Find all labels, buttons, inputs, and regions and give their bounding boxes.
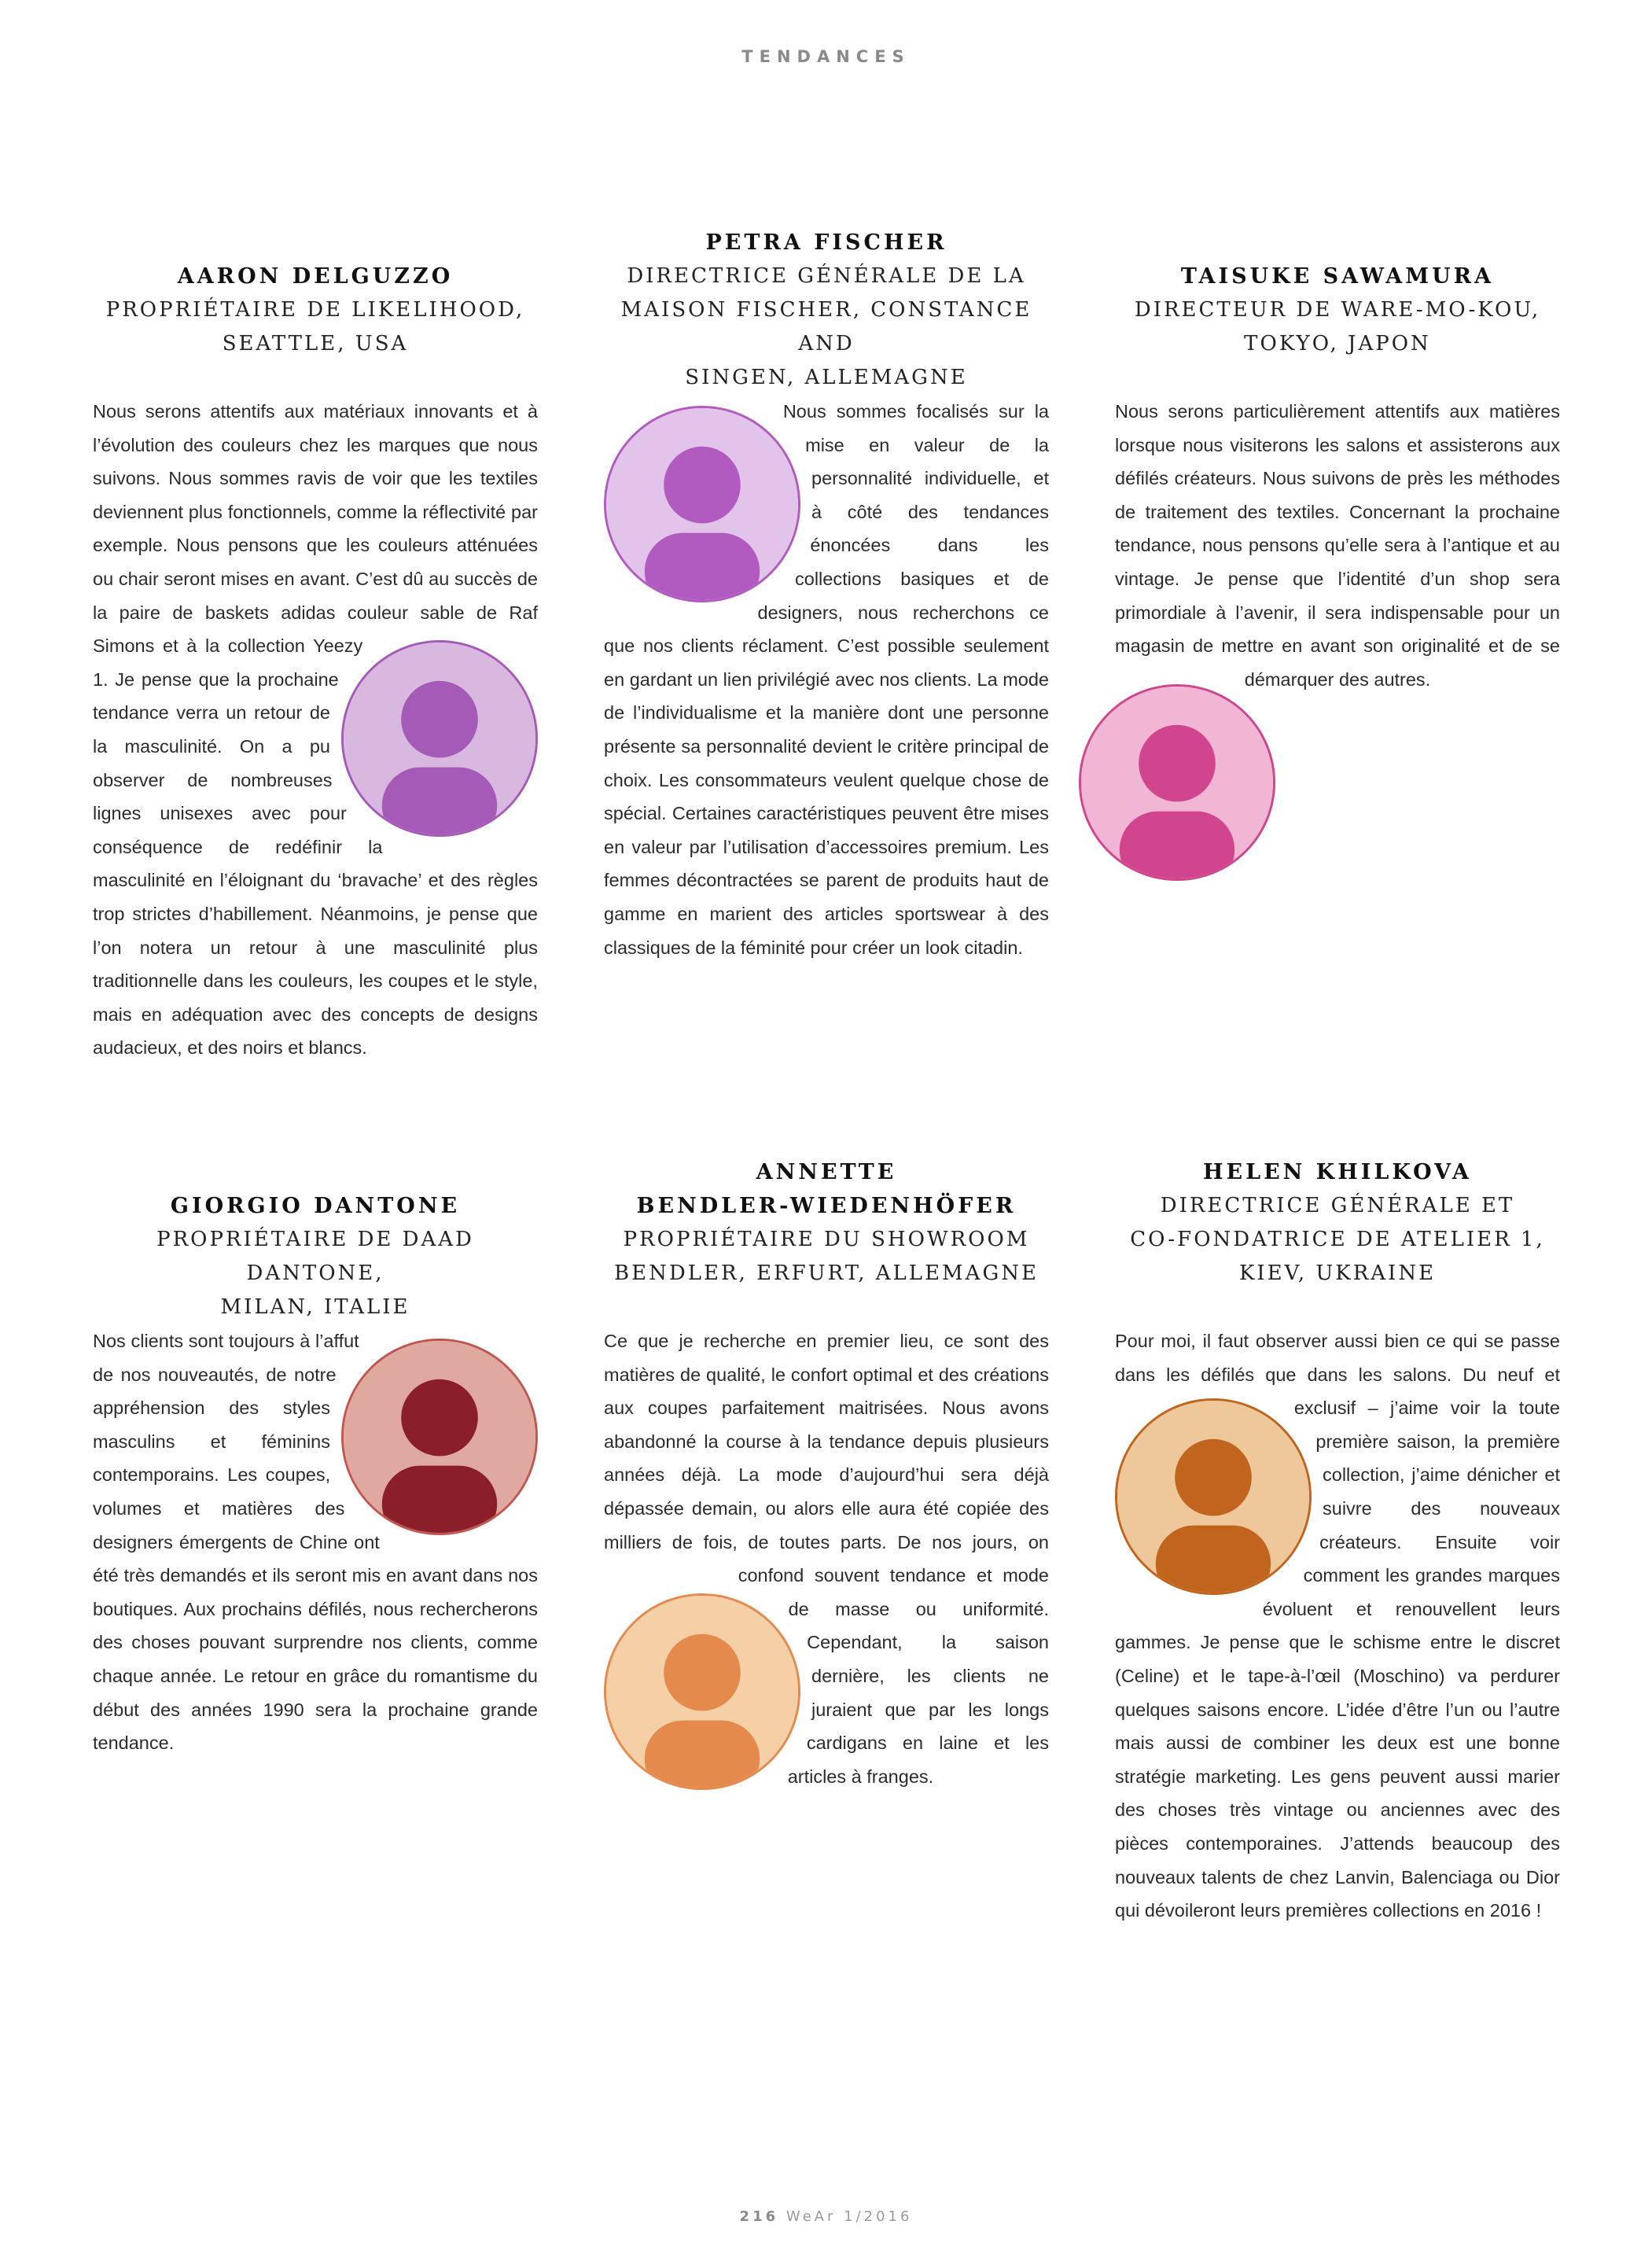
person-silhouette-icon bbox=[344, 1341, 535, 1533]
profile-taisuke-sawamura bbox=[1115, 260, 1560, 690]
portrait-photo bbox=[1115, 1398, 1312, 1595]
interview-text bbox=[604, 395, 1049, 964]
person-role: DIRECTEUR DE WARE-MO-KOU, TOKYO, JAPON bbox=[1134, 298, 1541, 355]
person-role: PROPRIÉTAIRE DU SHOWROOM BENDLER, ERFURT, ALLEMAGNE bbox=[614, 1228, 1039, 1285]
magazine-issue: WeAr 1/2016 bbox=[786, 2208, 913, 2225]
person-role: DIRECTRICE GÉNÉRALE DE LA MAISON FISCHER, CONSTANCE AND SINGEN, ALLEMAGNE bbox=[620, 264, 1032, 389]
interview-paragraph: Nous sommes focalisés sur la mise en valeur de la personnalité individuelle, et à côté des tendances énoncées dans les collections basiques et de designers, nous recherchons ce que nos clients réclament. C’est possible seulement en gardant un lien privilégié avec nos clients. La mode de l’individualisme et la manière dont une personne présente sa personnalité devient le critère principal de choix. Les consommateurs veulent quelque chose de spécial. Certaines caractéristiques peuvent être mises en valeur par l’utilisation d’accessoires premium. Les femmes décontractées se parent de produits haut de gamme en marient des articles sportswear à des classiques de la féminité pour créer un look citadin. bbox=[604, 401, 1049, 958]
profile-petra-fischer bbox=[604, 226, 1049, 958]
interview-text bbox=[93, 395, 538, 1065]
person-name: TAISUKE SAWAMURA bbox=[1180, 264, 1495, 289]
portrait-photo bbox=[604, 1593, 800, 1790]
interview-text bbox=[93, 1324, 538, 1760]
interview-text bbox=[1115, 395, 1560, 696]
interview-paragraph: Ce que je recherche en premier lieu, ce sont des matières de qualité, le confort optimal et des créations aux coupes parfaitement maitrisées. Nous avons abandonné la course à la tendance depuis plusieurs années déjà. La mode d’aujourd’hui sera déjà dépassée demain, ou alors elle aura été copiée des milliers de fois, de toutes parts. De nos jours, on confond souvent tendance et mode de masse ou uniformité. Cependant, la saison dernière, les clients ne juraient que par les longs cardigans en laine et les articles à franges. bbox=[604, 1331, 1049, 1787]
person-role: PROPRIÉTAIRE DE LIKELIHOOD, SEATTLE, USA bbox=[105, 298, 525, 355]
interview-paragraph: Nous serons attentifs aux matériaux innovants et à l’évolution des couleurs chez les marques que nous suivons. Nous sommes ravis de voir que les textiles deviennent plus fonctionnels, comme la réflectivité par exemple. Nous pensons que les couleurs atténuées ou chair seront mises en avant. C’est dû au succès de la paire de baskets adidas couleur sable de Raf Simons et à la collection Yeezy 1. Je pense que la prochaine tendance verra un retour de la masculinité. On a pu observer de nombreuses lignes unisexes avec pour conséquence de redéfinir la masculinité en l’éloignant du ‘bravache’ et des règles trop strictes d’habillement. Néanmoins, je pense que l’on notera un retour à une masculinité plus traditionnelle dans les couleurs, les coupes et le style, mais en adéquation avec des concepts de designs audacieux, et des noirs et blancs. bbox=[93, 401, 538, 1059]
interview-paragraph: Nous serons particulièrement attentifs aux matières lorsque nous visiterons les salons et assisterons aux défilés créateurs. Nous suivons de près les méthodes de traitement des textiles. Concernant la prochaine tendance, nous pensons qu’elle sera à l’antique et au vintage. Je pense que l’identité d’un shop sera primordiale à l’avenir, il sera indispensable pour un magasin de mettre en avant son originalité et de se démarquer des autres. bbox=[1115, 401, 1560, 690]
interview-text bbox=[604, 1324, 1049, 1798]
profile-giorgio-dantone bbox=[93, 1189, 538, 1754]
portrait-photo bbox=[341, 1339, 538, 1535]
page-footer bbox=[0, 2208, 1652, 2225]
profile-aaron-delguzzo bbox=[93, 260, 538, 1059]
person-role: PROPRIÉTAIRE DE DAAD DANTONE, MILAN, ITALIE bbox=[156, 1228, 474, 1319]
person-role: DIRECTRICE GÉNÉRALE ET CO-FONDATRICE DE ATELIER 1, KIEV, UKRAINE bbox=[1130, 1194, 1545, 1285]
person-name: ANNETTE BENDLER-WIEDENHÖFER bbox=[636, 1160, 1017, 1218]
profile-helen-khilkova bbox=[1115, 1155, 1560, 1921]
person-silhouette-icon bbox=[1117, 1401, 1309, 1593]
person-silhouette-icon bbox=[1081, 687, 1273, 878]
person-name: GIORGIO DANTONE bbox=[170, 1194, 461, 1218]
person-silhouette-icon bbox=[606, 408, 798, 600]
person-name: PETRA FISCHER bbox=[705, 230, 947, 255]
portrait-photo bbox=[604, 406, 800, 602]
person-name: HELEN KHILKOVA bbox=[1203, 1160, 1472, 1184]
interview-text bbox=[1115, 1324, 1560, 1928]
profile-annette-bendler-wiedenhofer bbox=[604, 1155, 1049, 1787]
person-silhouette-icon bbox=[344, 643, 535, 834]
interview-paragraph: Nos clients sont toujours à l’affut de nos nouveautés, de notre appréhension des styles masculins et féminins contemporains. Les coupes, volumes et matières des designers émergents de Chine ont été très demandés et ils seront mis en avant dans nos boutiques. Aux prochains défilés, nous rechercherons des choses pouvant surprendre nos clients, comme chaque année. Le retour en grâce du romantisme du début des années 1990 sera la prochaine grande tendance. bbox=[93, 1331, 538, 1754]
portrait-photo bbox=[1079, 684, 1275, 881]
portrait-photo bbox=[341, 640, 538, 837]
person-name: AARON DELGUZZO bbox=[177, 264, 454, 289]
page-number: 216 bbox=[739, 2208, 779, 2225]
person-silhouette-icon bbox=[606, 1596, 798, 1788]
interview-paragraph: Pour moi, il faut observer aussi bien ce qui se passe dans les défilés que dans les salons. Du neuf et exclusif – j’aime voir la toute première saison, la première collection, j’aime dénicher et suivre des nouveaux créateurs. Ensuite voir comment les grandes marques évoluent et renouvellent leurs gammes. Je pense que le schisme entre le discret (Celine) et le tape-à-l’œil (Moschino) va perdurer quelques saisons encore. L’idée d’être l’un ou l’autre mais aussi de combiner les deux est une bonne stratégie marketing. Les gens peuvent aussi marier des choses très vintage ou anciennes avec des pièces contemporaines. J’attends beaucoup des nouveaux talents de chez Lanvin, Balenciaga ou Dior qui dévoileront leurs premières collections en 2016 ! bbox=[1115, 1331, 1560, 1921]
section-label: TENDANCES bbox=[741, 47, 911, 66]
